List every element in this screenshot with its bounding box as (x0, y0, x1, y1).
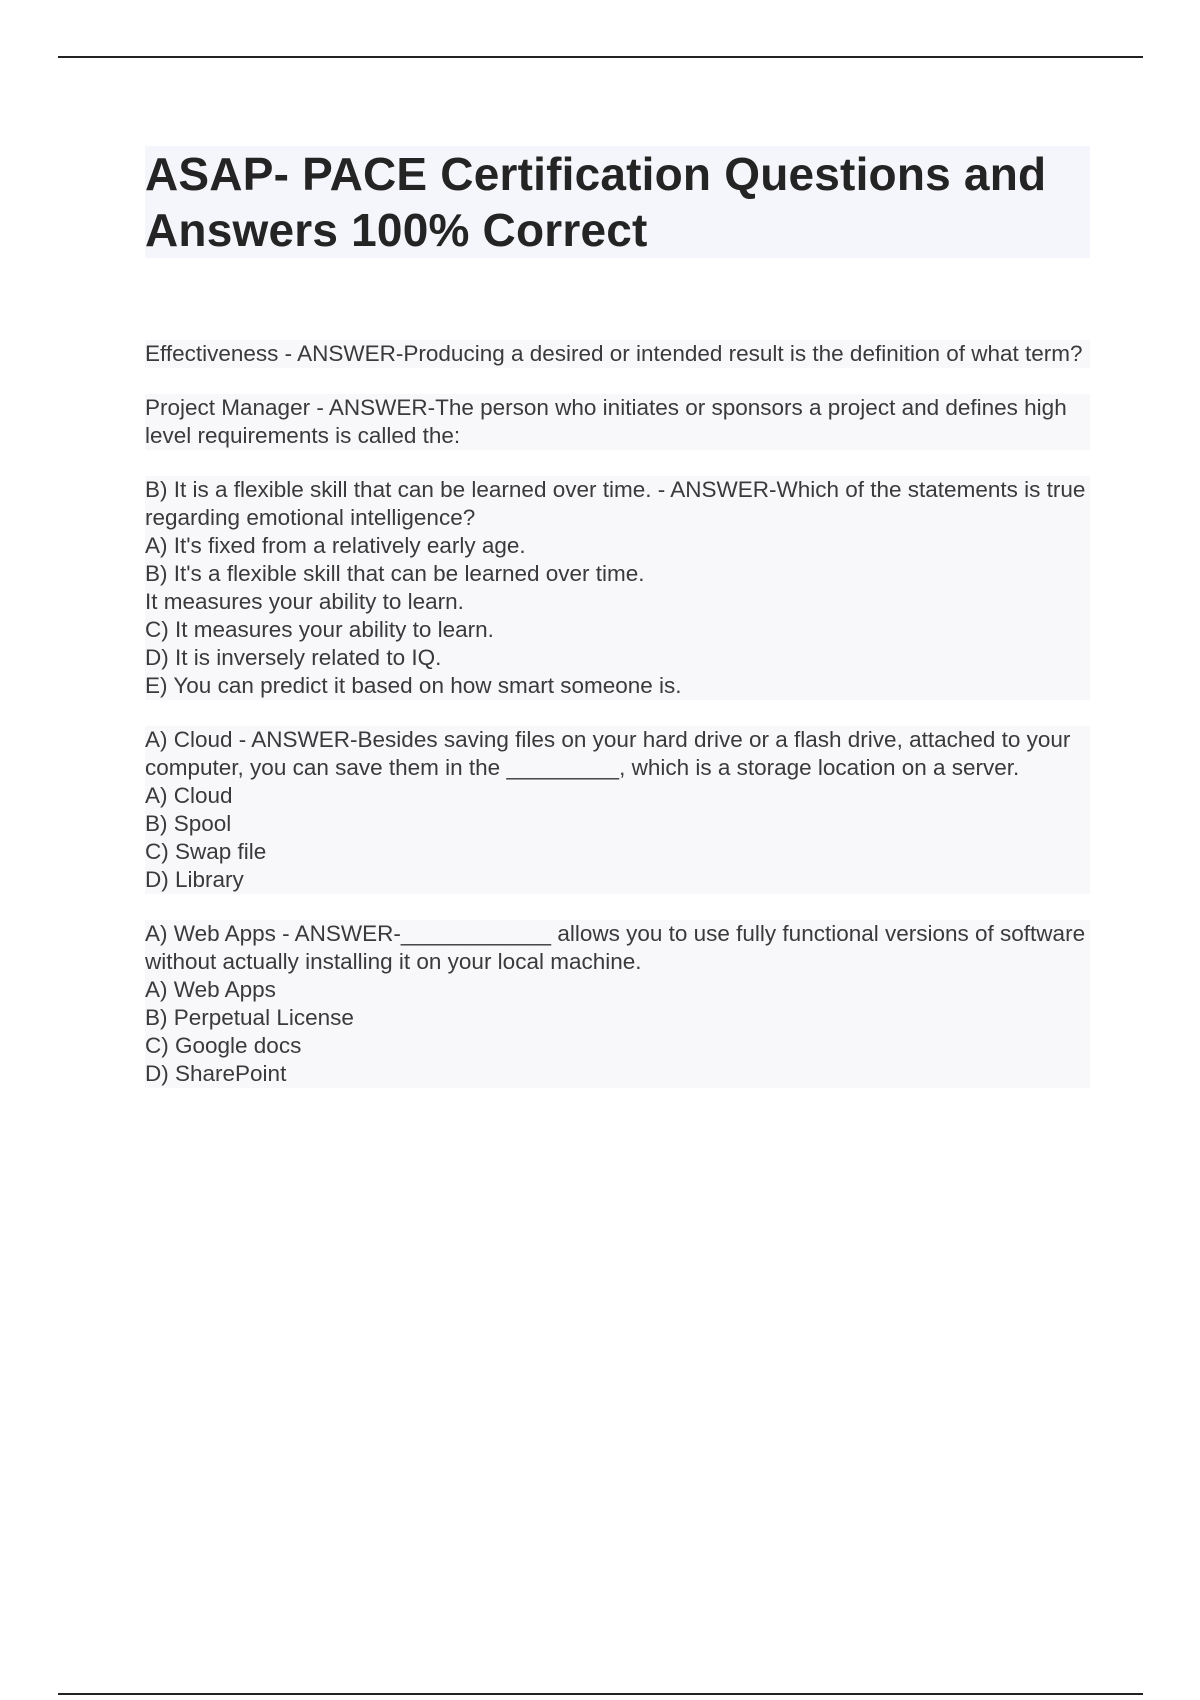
qa-option: D) SharePoint (145, 1060, 1090, 1088)
qa-option: A) It's fixed from a relatively early age. (145, 532, 1090, 560)
qa-option: D) Library (145, 866, 1090, 894)
qa-option: It measures your ability to learn. (145, 588, 1090, 616)
qa-text: Project Manager - ANSWER-The person who initiates or sponsors a project and defines high level requirements is called the: (145, 394, 1090, 450)
qa-block-project-manager (145, 394, 1090, 450)
top-rule (58, 56, 1143, 58)
qa-list (145, 340, 1090, 1088)
qa-option: C) Swap file (145, 838, 1090, 866)
title-container (145, 146, 1090, 258)
qa-block-cloud (145, 726, 1090, 894)
document-title: ASAP- PACE Certification Questions and Answers 100% Correct (145, 148, 1047, 256)
document-body (145, 146, 1090, 1114)
qa-block-web-apps (145, 920, 1090, 1088)
qa-option: B) Spool (145, 810, 1090, 838)
qa-option: D) It is inversely related to IQ. (145, 644, 1090, 672)
qa-option: A) Cloud (145, 782, 1090, 810)
qa-option: B) Perpetual License (145, 1004, 1090, 1032)
bottom-rule (58, 1693, 1143, 1695)
qa-text: A) Web Apps - ANSWER-____________ allows you to use fully functional versions of software without actually installing it on your local machine. (145, 921, 1092, 974)
qa-option: B) It's a flexible skill that can be learned over time. (145, 560, 1090, 588)
qa-option: C) Google docs (145, 1032, 1090, 1060)
qa-option: E) You can predict it based on how smart someone is. (145, 672, 1090, 700)
qa-text: Effectiveness - ANSWER-Producing a desired or intended result is the definition of what term? (145, 340, 1090, 368)
qa-option: A) Web Apps (145, 976, 1090, 1004)
qa-block-effectiveness (145, 340, 1090, 368)
qa-option: C) It measures your ability to learn. (145, 616, 1090, 644)
qa-text: A) Cloud - ANSWER-Besides saving files on your hard drive or a flash drive, attached to your computer, you can save them in the _________, which is a storage location on a server. (145, 726, 1090, 782)
qa-text: B) It is a flexible skill that can be learned over time. - ANSWER-Which of the statements is true regarding emotional intelligence? (145, 477, 1092, 530)
qa-block-emotional-intelligence (145, 476, 1090, 700)
